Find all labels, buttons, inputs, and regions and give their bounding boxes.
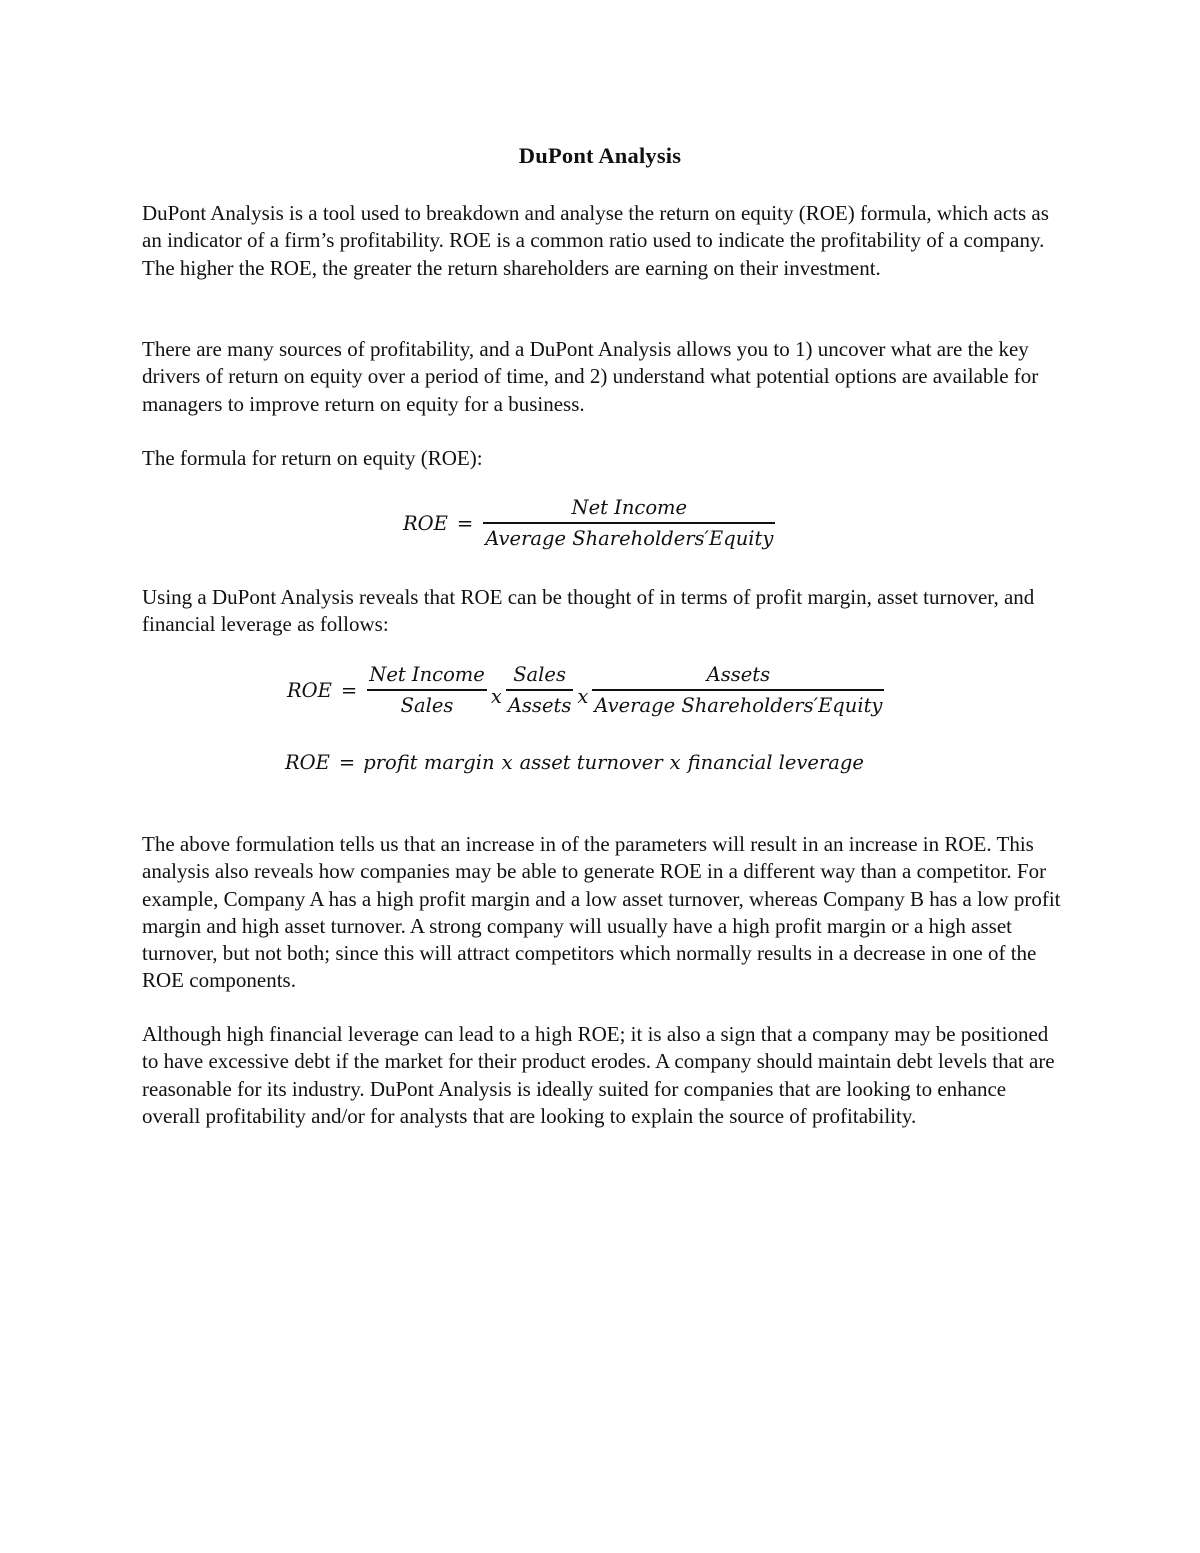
fraction-net-income-over-sales <box>367 663 487 717</box>
times-sign: x <box>501 751 513 774</box>
paragraph-leverage: Although high financial leverage can lead to a high ROE; it is also a sign that a company may be positioned to have excessive debt if the market for their product erodes. A company should maintain debt levels that are reasonable for its industry. DuPont Analysis is ideally suited for companies that are looking to enhance overall profitability and/or for analysts that are looking to explain the source of profitability. <box>142 1022 1055 1128</box>
times-sign: x <box>669 751 681 774</box>
equation-lhs: ROE <box>287 678 332 702</box>
equation-lhs: ROE <box>403 511 448 535</box>
fraction-numerator: Sales <box>513 663 566 686</box>
fraction-denominator: Assets <box>507 694 572 717</box>
roe-basic-equation <box>403 496 777 550</box>
term-financial-leverage: financial leverage <box>687 751 864 774</box>
roe-dupont-equation <box>287 663 886 717</box>
equals-sign: = <box>338 751 356 774</box>
fraction-assets-over-equity <box>592 663 884 717</box>
paragraph-dupont-intro: Using a DuPont Analysis reveals that ROE can be thought of in terms of profit margin, asset turnover, and financial leverage as follows: <box>142 585 1035 637</box>
fraction-numerator: Net Income <box>369 663 485 686</box>
times-sign: x <box>577 684 589 708</box>
paragraph-formula-intro: The formula for return on equity (ROE): <box>142 446 483 470</box>
fraction-sales-over-assets <box>506 663 573 717</box>
equation-lhs: ROE <box>285 751 330 774</box>
document-title: DuPont Analysis <box>518 143 682 168</box>
roe-components-equation <box>285 751 864 774</box>
paragraph-intro: DuPont Analysis is a tool used to breakdown and analyse the return on equity (ROE) formula, which acts as an indicator of a firm’s profitability. ROE is a common ratio used to indicate the profitability of a company. The higher the ROE, the greater the return shareholders are earning on their investment. <box>142 201 1049 280</box>
fraction-denominator: Average Shareholders′Equity <box>594 694 883 717</box>
fraction-numerator: Assets <box>706 663 771 686</box>
equals-sign: = <box>456 511 474 535</box>
paragraph-interpretation: The above formulation tells us that an increase in of the parameters will result in an increase in ROE. This analysis also reveals how companies may be able to generate ROE in a different way than a competitor. For example, Company A has a high profit margin and a low asset turnover, whereas Company B has a low profit margin and high asset turnover. A strong company will usually have a high profit margin or a high asset turnover, but not both; since this will attract competitors which normally results in a decrease in one of the ROE components. <box>142 832 1061 993</box>
term-asset-turnover: asset turnover <box>519 751 663 774</box>
times-sign: x <box>490 684 502 708</box>
equals-sign: = <box>340 678 358 702</box>
fraction-net-income-over-equity <box>483 496 775 550</box>
fraction-denominator: Sales <box>400 694 454 717</box>
paragraph-sources: There are many sources of profitability, and a DuPont Analysis allows you to 1) uncover what are the key drivers of return on equity over a period of time, and 2) understand what potential options are available for managers to improve return on equity for a business. <box>142 337 1039 416</box>
fraction-denominator: Average Shareholders′Equity <box>485 527 774 550</box>
term-profit-margin: profit margin <box>363 751 495 774</box>
fraction-numerator: Net Income <box>571 496 688 519</box>
